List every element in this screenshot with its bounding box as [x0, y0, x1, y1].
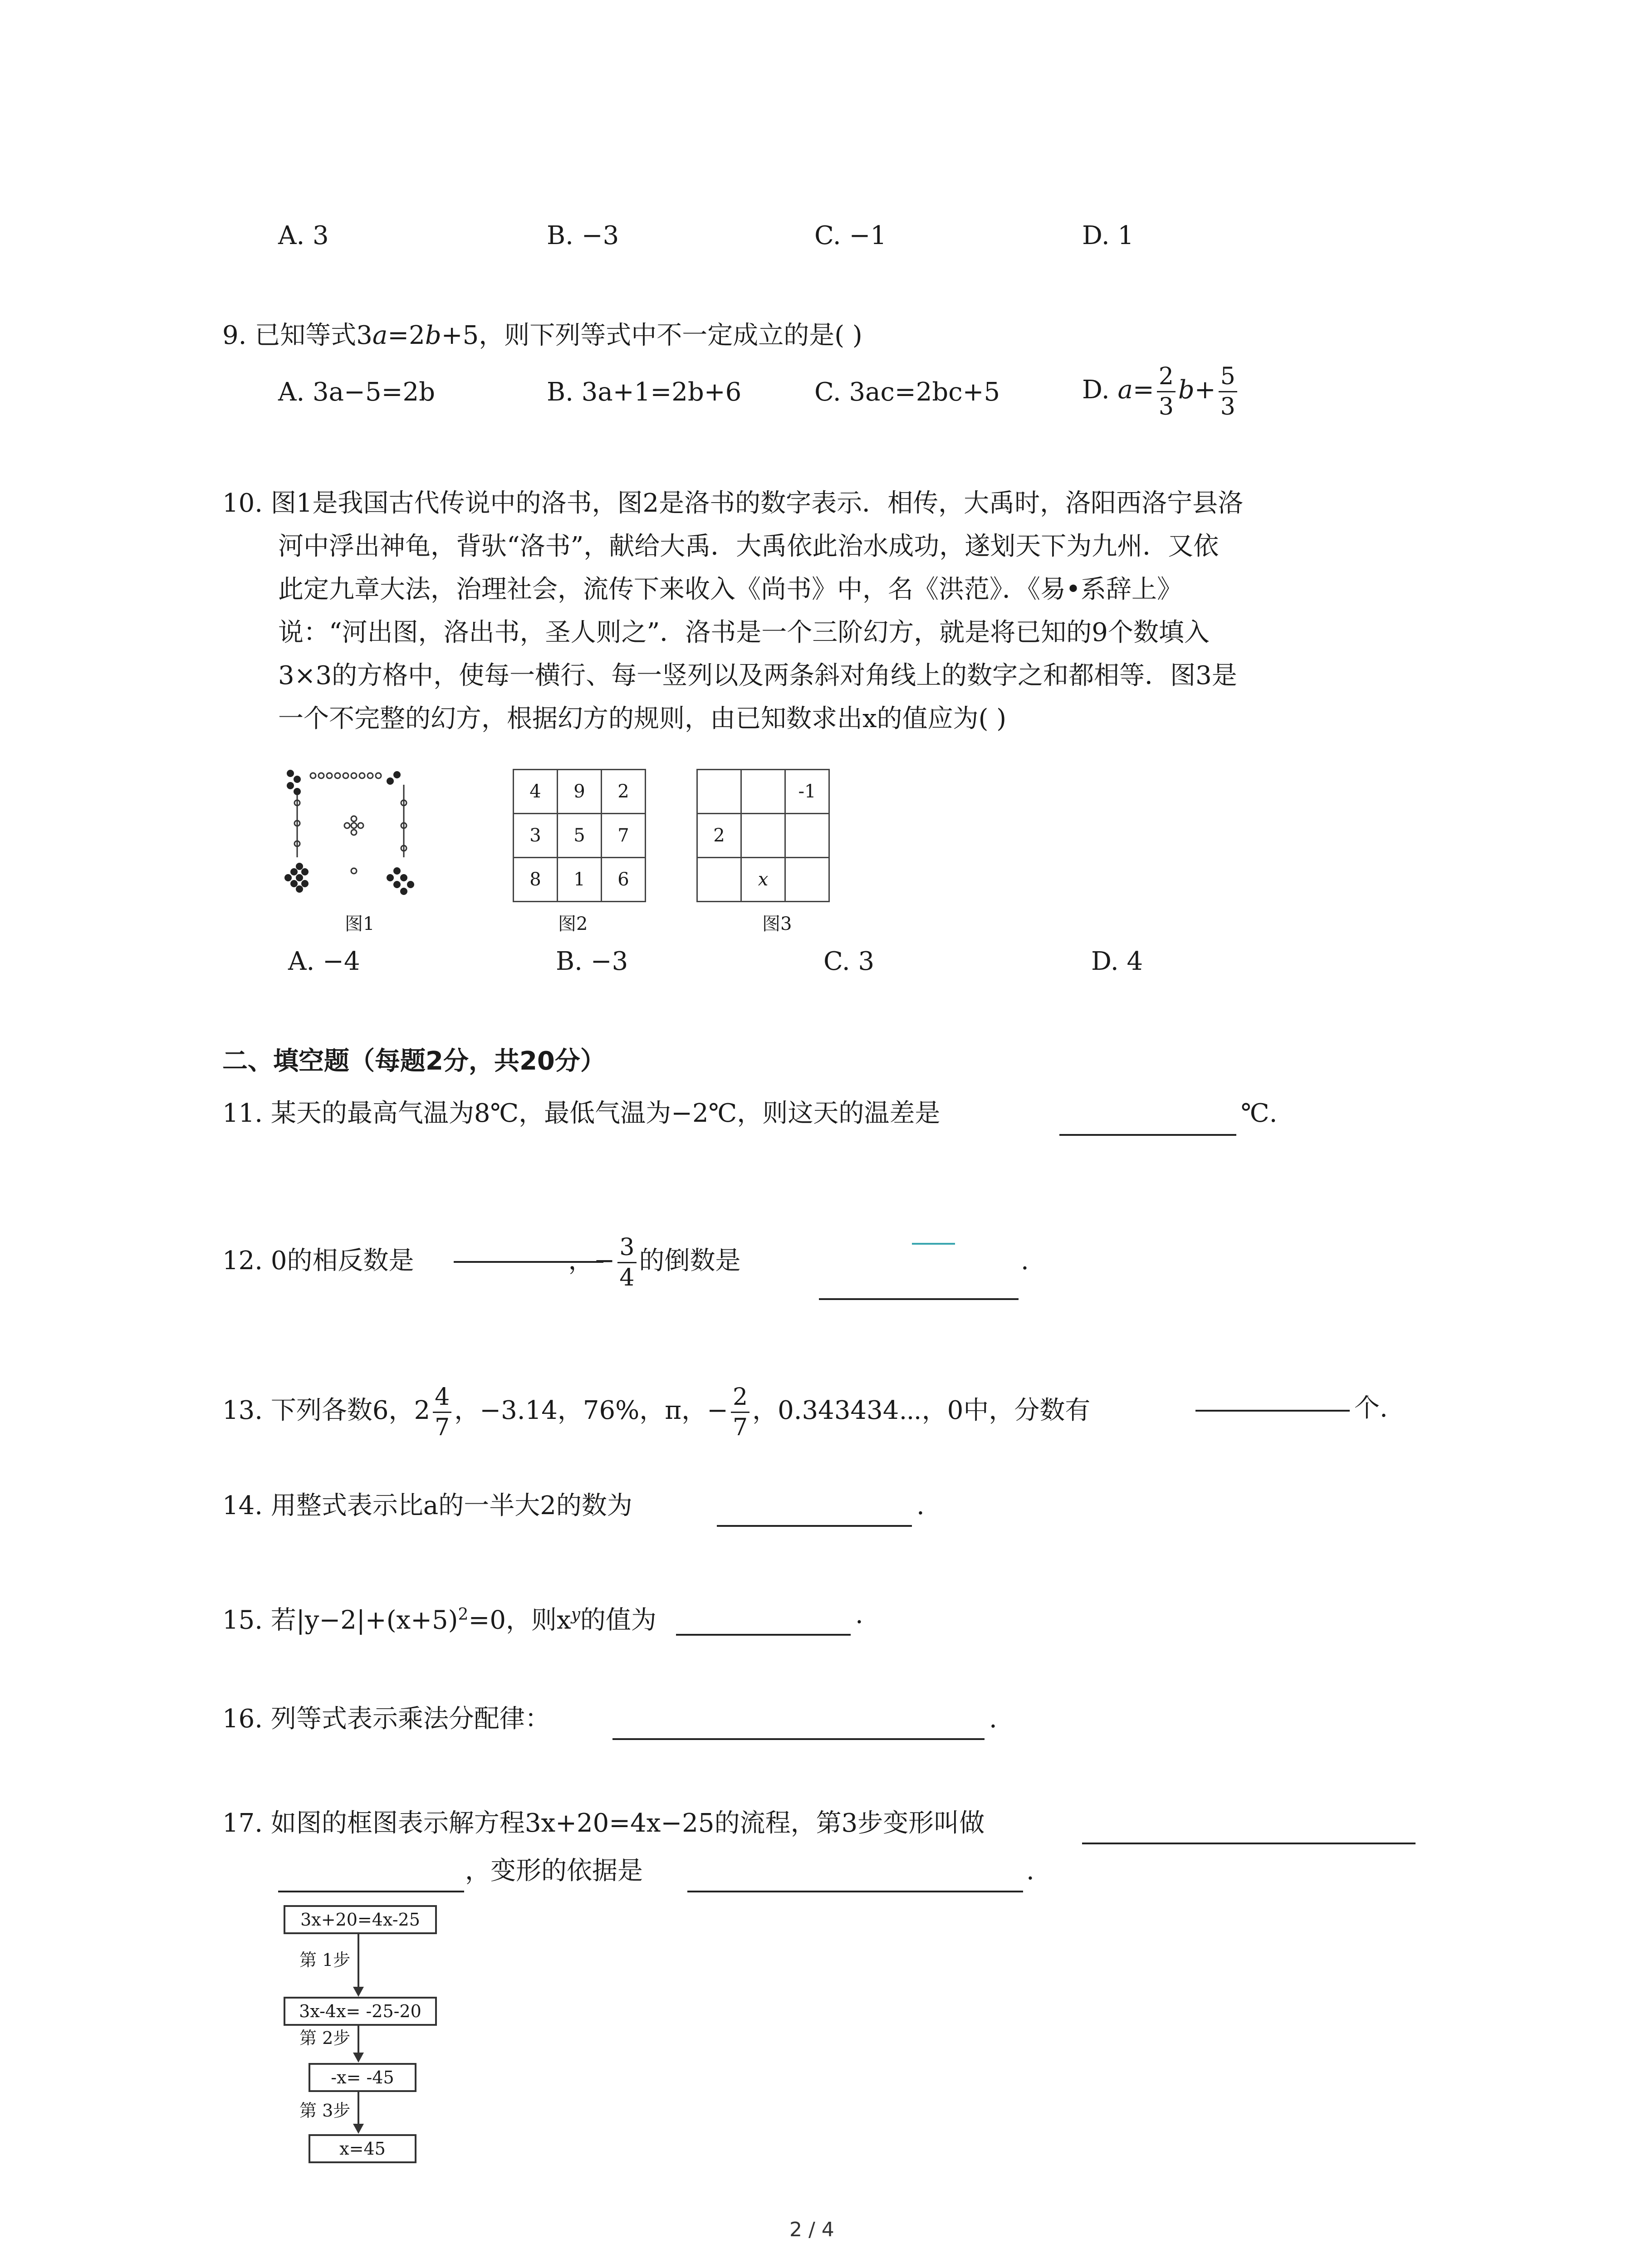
fig2-cell: 8 [514, 858, 558, 902]
answer-blank[interactable] [278, 1891, 464, 1892]
q14-end: . [916, 1491, 925, 1520]
answer-blank[interactable] [717, 1525, 912, 1527]
flow-connector [358, 2092, 359, 2126]
fig3-cell [697, 858, 741, 902]
page-number: 2 / 4 [789, 2218, 834, 2241]
fraction: $\frac{2}{7}$ [731, 1385, 749, 1439]
q10-option-c: C. 3 [823, 947, 875, 976]
fig3-cell: x [741, 858, 785, 902]
fraction: $\frac{4}{7}$ [433, 1385, 451, 1439]
q10-line-6: 一个不完整的幻方，根据幻方的规则，由已知数求出x的值应为( ) [278, 704, 1007, 733]
fig3-cell: 2 [697, 814, 741, 858]
arrow-down-icon [353, 2053, 364, 2063]
fig2-cell: 5 [558, 814, 602, 858]
step-label: 第 2步 [299, 2028, 351, 2048]
q8-option-a: A. 3 [278, 221, 329, 250]
q10-line-1: 10. 图1是我国古代传说中的洛书，图2是洛书的数字表示．相传，大禹时，洛阳西洛宁县洛 [222, 489, 1244, 518]
q9-option-a: A. 3a−5=2b [278, 377, 436, 407]
q11-unit: ℃. [1241, 1099, 1278, 1128]
q15-text: 15. 若$|y-2|+(x+5)^2=0$，则$x^y$的值为 [222, 1605, 656, 1635]
step-label: 第 3步 [299, 2101, 351, 2121]
fig2-cell: 1 [558, 858, 602, 902]
q12-end: . [1021, 1246, 1029, 1276]
q13-end: 个. [1354, 1393, 1388, 1423]
q10-line-4: 说：“河出图，洛出书，圣人则之”．洛书是一个三阶幻方，就是将已知的9个数填入 [278, 618, 1210, 647]
step-label: 第 1步 [299, 1950, 351, 1970]
q10-option-d: D. 4 [1091, 947, 1143, 976]
fraction: $\frac{5}{3}$ [1219, 365, 1237, 419]
fig2-caption: 图2 [558, 914, 588, 934]
flow-box-1: 3x+20=4x-25 [284, 1905, 437, 1934]
magic-square-fig3 [696, 769, 830, 902]
q9-option-c: C. 3ac=2bc+5 [814, 377, 1000, 407]
q8-option-b: B. −3 [547, 221, 619, 250]
q8-option-c: C. −1 [814, 221, 887, 250]
fig2-cell: 3 [514, 814, 558, 858]
flow-connector [358, 2026, 359, 2055]
arrow-down-icon [353, 2124, 364, 2134]
fig2-cell: 6 [602, 858, 646, 902]
answer-blank[interactable] [612, 1738, 985, 1740]
q15-end: . [855, 1600, 863, 1629]
fraction: $\frac{3}{4}$ [617, 1236, 636, 1290]
fig3-cell: -1 [785, 770, 829, 814]
flow-box-2: 3x-4x= -25-20 [284, 1997, 437, 2026]
fig2-cell: 4 [514, 770, 558, 814]
q9-option-b: B. 3a+1=2b+6 [547, 377, 742, 407]
q8-option-d: D. 1 [1082, 221, 1134, 250]
q13-line: 13. 下列各数6，2 $\frac{4}{7}$ ，−3.14，76%，π，− $\frac{2}{7}$ ，0.343434⋯，0中，分数有 [222, 1383, 1091, 1441]
q10-line-3: 此定九章大法，治理社会，流传下来收入《尚书》中，名《洪范》．《易•系辞上》 [278, 575, 1183, 604]
q10-line-2: 河中浮出神龟，背驮“洛书”，献给大禹．大禹依此治水成功，遂划天下为九州．又依 [278, 532, 1219, 561]
answer-blank[interactable] [687, 1891, 1023, 1892]
fig3-caption: 图3 [762, 914, 792, 934]
answer-blank[interactable] [454, 1261, 603, 1263]
q17-end: . [1026, 1856, 1034, 1886]
fig3-cell [785, 858, 829, 902]
answer-blank[interactable] [1059, 1134, 1236, 1136]
fraction: $\frac{2}{3}$ [1157, 365, 1176, 419]
q9-option-d: D. a= $\frac{2}{3}$ b+ $\frac{5}{3}$ [1082, 354, 1240, 426]
answer-blank[interactable] [1195, 1410, 1350, 1412]
fig2-cell: 2 [602, 770, 646, 814]
flow-box-3: -x= -45 [309, 2063, 416, 2092]
q12-line: 12. 0的相反数是 ，− $\frac{3}{4}$ 的倒数是 [222, 1234, 741, 1291]
fig2-cell: 9 [558, 770, 602, 814]
flow-box-4: x=45 [309, 2134, 416, 2163]
section-heading: 二、填空题（每题2分，共20分） [222, 1046, 606, 1076]
q16-end: . [989, 1704, 997, 1734]
q16-text: 16. 列等式表示乘法分配律： [222, 1704, 550, 1734]
magic-square-fig2 [513, 769, 646, 902]
fig3-cell [741, 814, 785, 858]
fig3-cell [785, 814, 829, 858]
fig1-caption: 图1 [345, 914, 375, 934]
q10-option-b: B. −3 [556, 947, 628, 976]
fig2-cell: 7 [602, 814, 646, 858]
q10-option-a: A. −4 [288, 947, 360, 976]
luoshu-figure [281, 767, 431, 903]
q17-line-2: ，变形的依据是 [465, 1856, 643, 1886]
q10-line-5: 3×3的方格中，使每一横行、每一竖列以及两条斜对角线上的数字之和都相等．图3是 [278, 661, 1237, 690]
q17-line-1: 17. 如图的框图表示解方程3x+20=4x−25的流程，第3步变形叫做 [222, 1809, 985, 1838]
q9-stem: 9. 已知等式3a=2b+5，则下列等式中不一定成立的是( ) [222, 321, 862, 350]
cursor-mark [912, 1243, 955, 1245]
flow-connector [358, 1934, 359, 1989]
answer-blank[interactable] [1082, 1843, 1416, 1844]
q14-text: 14. 用整式表示比a的一半大2的数为 [222, 1491, 632, 1520]
fig3-cell [741, 770, 785, 814]
fig3-cell [697, 770, 741, 814]
q11-text: 11. 某天的最高气温为8℃，最低气温为−2℃，则这天的温差是 [222, 1099, 941, 1128]
answer-blank[interactable] [676, 1634, 851, 1636]
arrow-down-icon [353, 1987, 364, 1997]
answer-blank[interactable] [819, 1298, 1019, 1300]
